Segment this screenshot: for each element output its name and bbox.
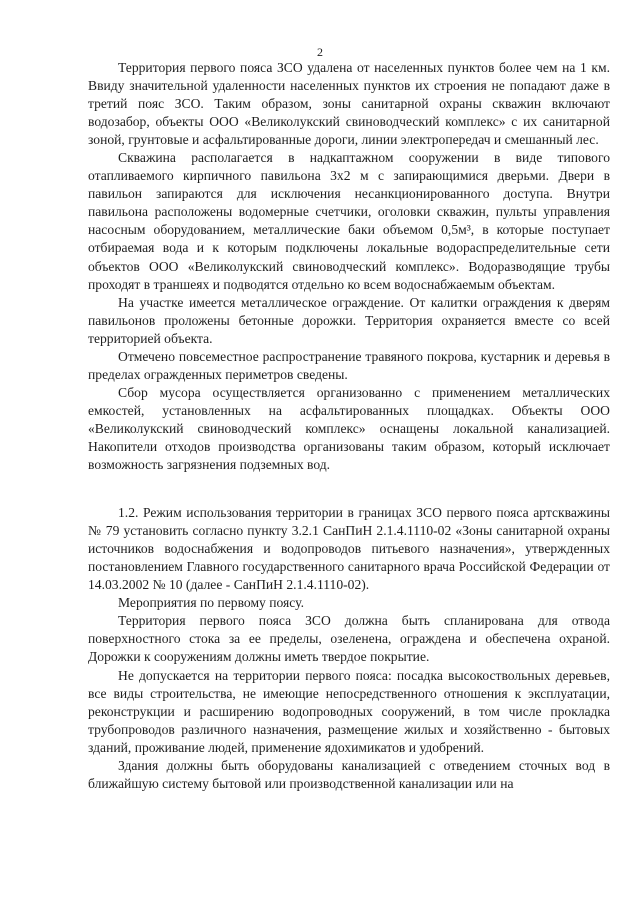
- document-body: [88, 59, 610, 793]
- section-gap: [88, 474, 610, 504]
- paragraph-fence: На участке имеется металлическое ограждение. От калитки ограждения к дверям павильонов проложены бетонные дорожки. Территория охраняется вместе со всей территорией объекта.: [88, 294, 610, 346]
- paragraph-territory-planning: Территория первого пояса ЗСО должна быть спланирована для отвода поверхностного стока за ее пределы, озеленена, ограждена и обеспечена охраной. Дорожки к сооружениям должны иметь твердое покрытие.: [88, 613, 610, 665]
- paragraph-territory-distance: Территория первого пояса ЗСО удалена от населенных пунктов более чем на 1 км. Ввиду значительной удаленности населенных пунктов их строения не попадают даже в третий пояс ЗСО. Таким образом, зоны санитарной охраны скважин включают водозабор, объекты ООО «Великолукский свиноводческий комплекс» с их санитарной зоной, грунтовые и асфальтированные дороги, линии электропередач и смешанный лес.: [88, 60, 610, 148]
- paragraph-waste-collection: Сбор мусора осуществляется организованно с применением металлических емкостей, установленных на асфальтированных площадках. Объекты ООО «Великолукский свиноводческий комплекс» оснащены локальной канализацией. Накопители отходов производства организованы таким образом, который исключает возможность загрязнения подземных вод.: [88, 384, 610, 473]
- page-number: 2: [317, 45, 323, 59]
- paragraph-vegetation: Отмечено повсеместное распространение травяного покрова, кустарник и деревья в пределах огражденных периметров сведены.: [88, 348, 610, 382]
- paragraph-measures-heading: Мероприятия по первому поясу.: [118, 595, 304, 611]
- paragraph-section-1-2: 1.2. Режим использования территории в границах ЗСО первого пояса артскважины № 79 установить согласно пункту 3.2.1 СанПиН 2.1.4.1110-02 «Зоны санитарной охраны источников водоснабжения и водопроводов питьевого назначения», утвержденных постановлением Главного государственного санитарного врача Российской Федерации от 14.03.2002 № 10 (далее - СанПиН 2.1.4.1110-02).: [88, 505, 610, 593]
- paragraph-prohibitions: Не допускается на территории первого пояса: посадка высокоствольных деревьев, все виды строительства, не имеющие непосредственного отношения к эксплуатации, реконструкции и расширению водопроводных сооружений, в том числе прокладка трубопроводов различного назначения, размещение жилых и хозяйственно - бытовых зданий, проживание людей, применение ядохимикатов и удобрений.: [88, 667, 610, 755]
- paragraph-sewerage: Здания должны быть оборудованы канализацией с отведением сточных вод в ближайшую систему бытовой или производственной канализации или на: [88, 757, 610, 791]
- paragraph-well-pavilion: Скважина располагается в надкаптажном сооружении в виде типового отапливаемого кирпичного павильона 3х2 м с запирающимися дверьми. Двери в павильон запираются для исключения несанкционированного доступа. Внутри павильона расположены водомерные счетчики, оголовки скважин, пульты управления насосным оборудованием, металлические баки объемом 0,5м³, в которые поступает отбираемая вода и к которым подключены локальные водораспределительные сети объектов ООО «Великолукский свиноводческий комплекс». Водоразводящие трубы проходят в траншеях и подводятся отдельно ко всем водоснабжаемым объектам.: [88, 150, 610, 292]
